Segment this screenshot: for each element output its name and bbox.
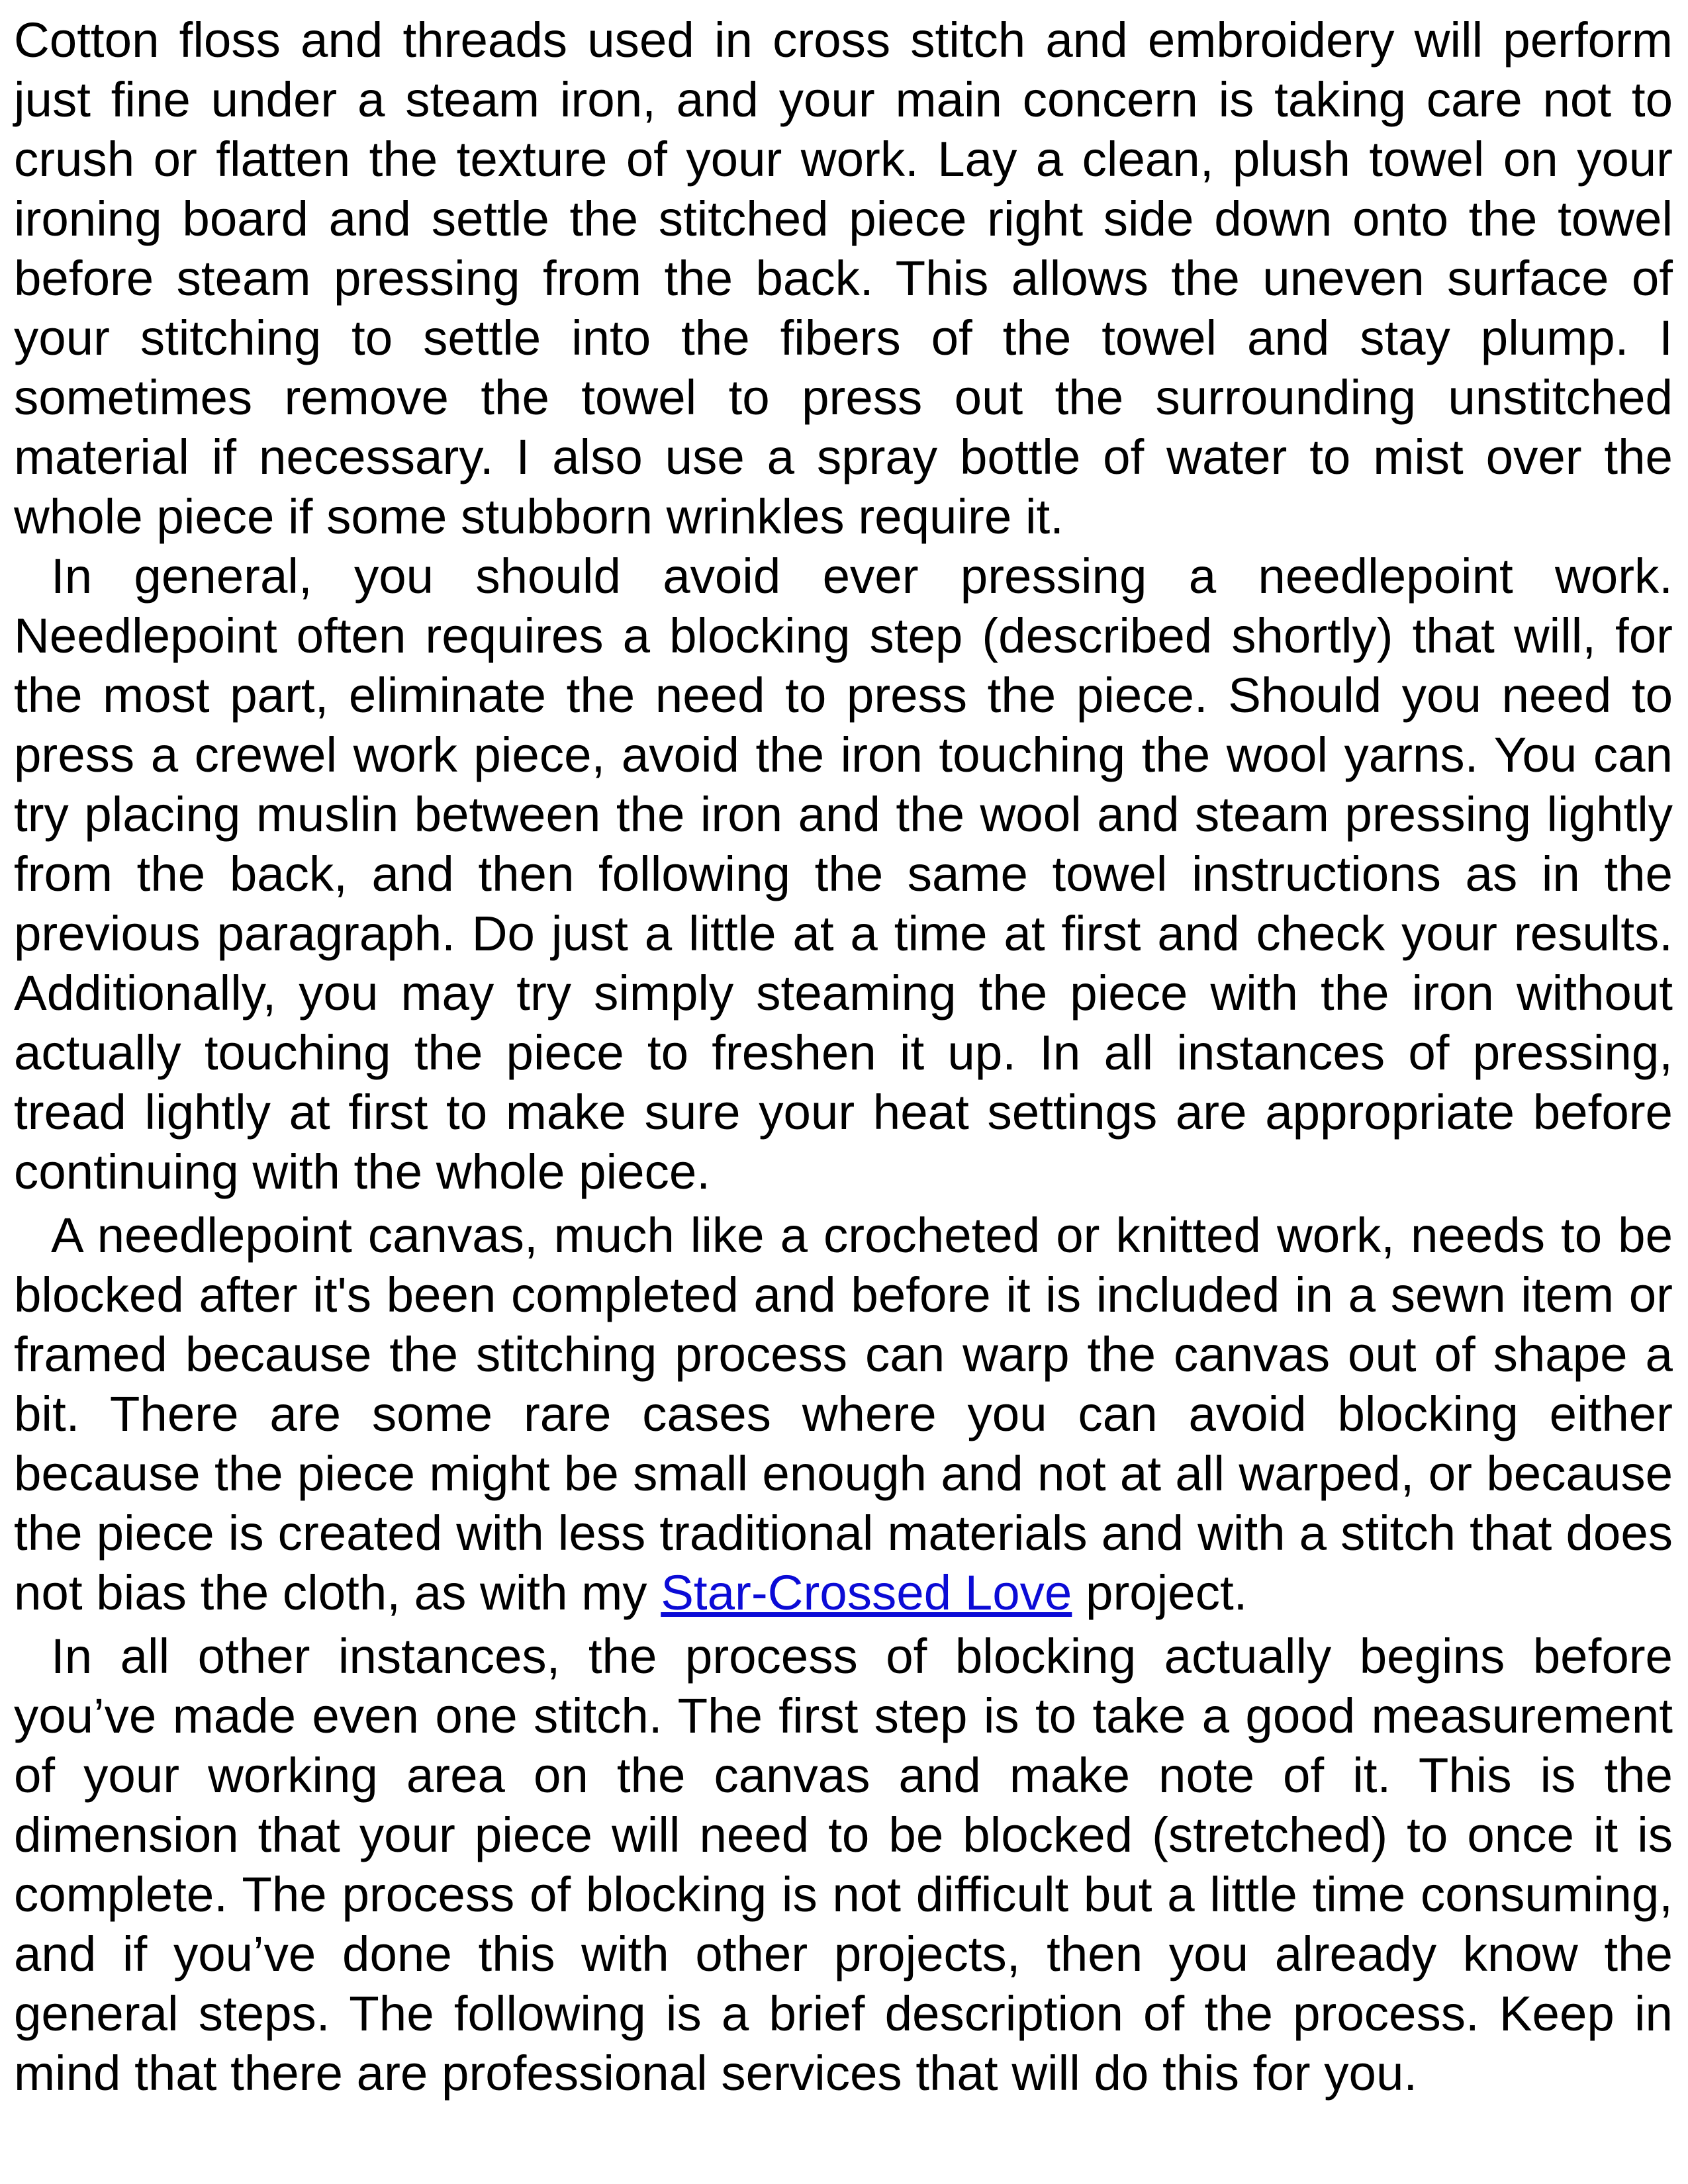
document-page: [14, 11, 1673, 2103]
paragraph-pressing-needlepoint: In general, you should avoid ever pressing a needlepoint work. Needlepoint often requires a blocking step (described shortly) that will, for the most part, eliminate the need to press the piece. Should you need to press a crewel work piece, avoid the iron touching the wool yarns. You can try placing muslin between the iron and the wool and steam pressing lightly from the back, and then following the same towel instructions as in the previous paragraph. Do just a little at a time at first and check your results. Additionally, you may try simply steaming the piece with the iron without actually touching the piece to freshen it up. In all instances of pressing, tread lightly at first to make sure your heat settings are appropriate before continuing with the whole piece.: [14, 549, 1673, 1199]
paragraph-text-after-link: project.: [1072, 1565, 1248, 1620]
paragraph-pressing-cotton: Cotton floss and threads used in cross stitch and embroidery will perform just fine under a steam iron, and your main concern is taking care not to crush or flatten the texture of your work. Lay a clean, plush towel on your ironing board and settle the stitched piece right side down onto the towel before steam pressing from the back. This allows the uneven surface of your stitching to settle into the fibers of the towel and stay plump. I sometimes remove the towel to press out the surrounding unstitched material if necessary. I also use a spray bottle of water to mist over the whole piece if some stubborn wrinkles require it.: [14, 13, 1673, 544]
paragraph-blocking-process: In all other instances, the process of blocking actually begins before you’ve made even one stitch. The first step is to take a good measurement of your working area on the canvas and make note of it. This is the dimension that your piece will need to be blocked (stretched) to once it is complete. The process of blocking is not difficult but a little time consuming, and if you’ve done this with other projects, then you already know the general steps. The following is a brief description of the process. Keep in mind that there are professional services that will do this for you.: [14, 1629, 1673, 2101]
star-crossed-love-link[interactable]: Star-Crossed Love: [661, 1565, 1072, 1620]
paragraph-text-before-link: A needlepoint canvas, much like a crocheted or knitted work, needs to be blocked after it's been completed and before it is included in a sewn item or framed because the stitching process can warp the canvas out of shape a bit. There are some rare cases where you can avoid blocking either because the piece might be small enough and not at all warped, or because the piece is created with less traditional materials and with a stitch that does not bias the cloth, as with my: [14, 1208, 1673, 1620]
paragraph-blocking-intro: [14, 1206, 1673, 1623]
